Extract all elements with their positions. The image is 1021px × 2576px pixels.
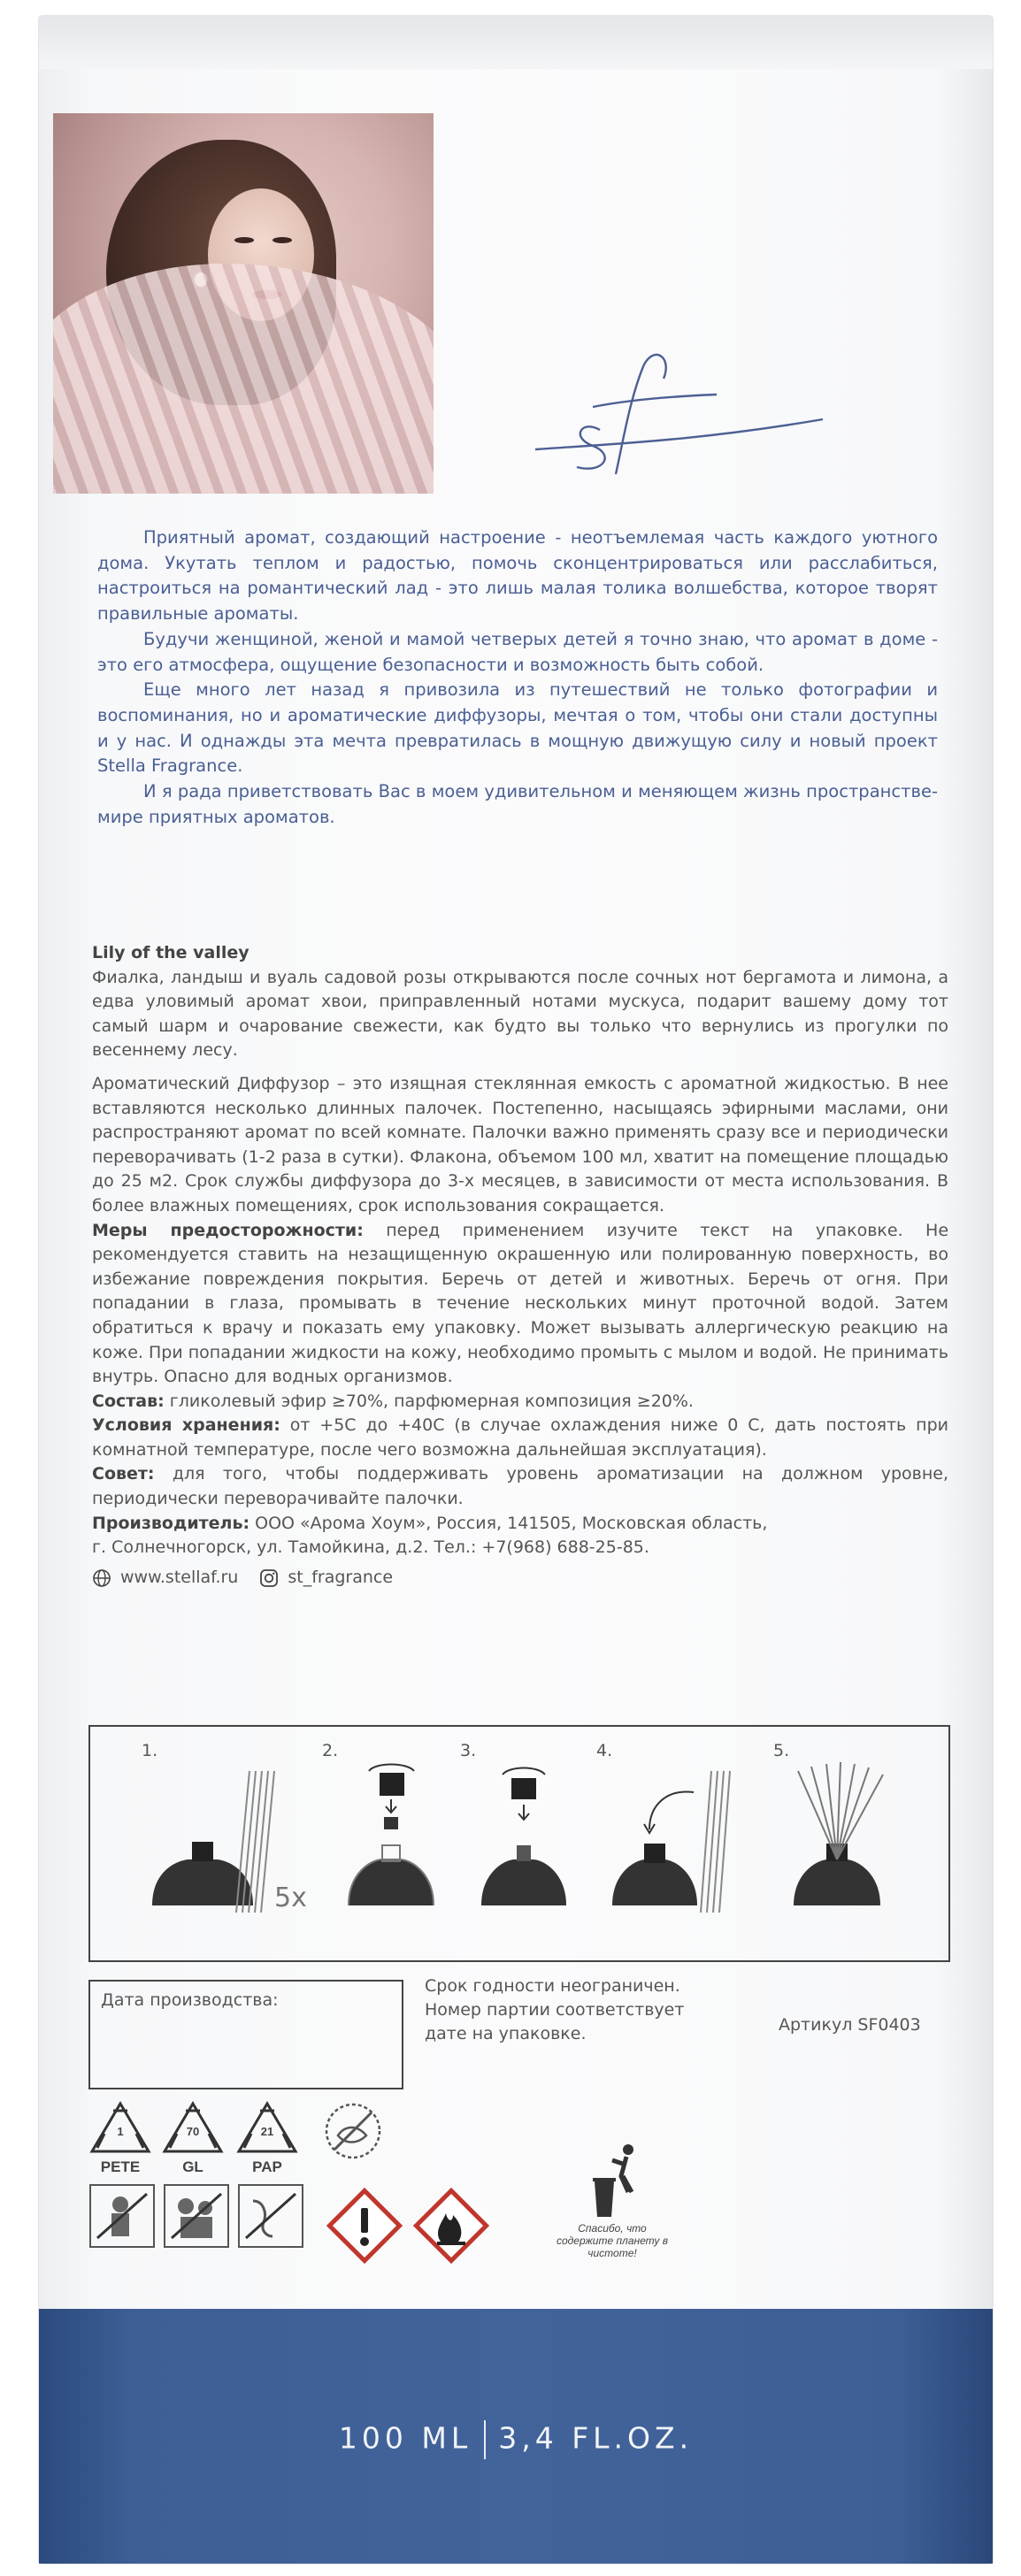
flammable-hazard-icon (409, 2183, 494, 2268)
precautions-label: Меры предосторожности: (92, 1220, 364, 1240)
storage-label: Условия хранения: (92, 1415, 280, 1436)
step-number: 3. (460, 1741, 477, 1760)
keep-from-children-icon (88, 2183, 156, 2249)
do-not-ingest-icon (237, 2183, 304, 2249)
address: г. Солнечногорск, ул. Тамойкина, д.2. Тел.: +7(968) 688-25-85. (92, 1537, 649, 1558)
steps-illustration (90, 1727, 948, 1960)
advice: Совет: для того, чтобы поддерживать уровень ароматизации на должном уровне, периодически переворачивайте палочки. (92, 1464, 948, 1509)
step-number: 5. (773, 1741, 790, 1760)
product-name: Lily of the valley (92, 943, 249, 962)
instagram-handle[interactable]: st_fragrance (288, 1567, 394, 1587)
shelf-life: Срок годности неограничен. (425, 1976, 680, 1996)
recycle-label: PAP (252, 2158, 282, 2175)
globe-icon (92, 1568, 111, 1588)
recycle-symbol-gl: 70 GL (159, 2098, 226, 2165)
usage-steps (88, 1725, 950, 1962)
recycle-label: PETE (100, 2158, 141, 2175)
composition-label: Состав: (92, 1391, 165, 1411)
instagram-icon (259, 1568, 279, 1588)
volume-band (39, 2309, 993, 2564)
volume-separator (484, 2420, 486, 2459)
keep-from-pets-icon (163, 2183, 230, 2249)
sticks-count: 5x (274, 1882, 307, 1913)
manufacturer-label: Производитель: (92, 1513, 250, 1533)
advice-label: Совет: (92, 1464, 155, 1484)
no-aquatic-icon (322, 2100, 384, 2162)
product-info (92, 941, 948, 1590)
dispose-in-bin-icon (587, 2141, 649, 2220)
recycle-symbol-pete: 1 PETE (87, 2098, 154, 2165)
intro-paragraph: Будучи женщиной, женой и мамой четверых детей я точно знаю, что аромат в доме - это его атмосфера, ощущение безопасности и возможность быть собой. (97, 628, 938, 675)
intro-paragraph: И я рада приветствовать Вас в моем удивительном и меняющем жизнь пространстве- мире приятных ароматов. (97, 781, 938, 827)
website-link[interactable]: www.stellaf.ru (120, 1567, 239, 1587)
signature-logo (531, 345, 867, 487)
intro-paragraph: Приятный аромат, создающий настроение - неотъемлемая часть каждого уютного дома. Укутать теплом и радостью, помочь сконцентрироваться или расслабиться, настроиться на романтический лад - это лишь малая толика волшебства, которое творят правильные ароматы. (97, 527, 938, 625)
step-number: 1. (142, 1741, 158, 1760)
step-number: 2. (322, 1741, 339, 1760)
diffuser-description: Ароматический Диффузор – это изящная стеклянная емкость с ароматной жидкостью. В нее вставляются несколько длинных палочек. Постепенно, насыщаясь эфирными маслами, они распространяют аромат по всей комнате. Палочки важно применять сразу все и периодически переворачивать (1-2 раза в сутки). Флакона, объемом 100 мл, хватит на помещение площадью до 25 м2. Срок службы диффузора до 3-х месяцев, в зависимости от места использования. В более влажных помещениях, срок использования сокращается. (92, 1073, 948, 1215)
top-flap (39, 16, 993, 69)
intro-paragraph: Еще много лет назад я привозила из путешествий не только фотографии и воспоминания, но и ароматические диффузоры, мечтая о том, чтобы они стали доступны и у нас. И однажды эта мечта превратилась в мощную движущую силу и новый проект Stella Fragrance. (97, 679, 938, 777)
portrait-photo (53, 113, 434, 494)
step-number: 4. (596, 1741, 613, 1760)
contacts (92, 1566, 948, 1591)
product-description: Фиалка, ландыш и вуаль садовой розы открываются после сочных нот бергамота и лимона, а едва уловимый аромат хвои, приправленный нотами мускуса, подарит вашему дому тот самый шарм и очарование свежести, как будто вы только что вернулись из прогулки по весеннему лесу. (92, 967, 948, 1061)
production-date-label: Дата производства: (101, 1990, 279, 2010)
batch-info: Номер партии соответствует дате на упаковке. (425, 2000, 685, 2043)
exclamation-hazard-icon (322, 2183, 407, 2268)
manufacturer: Производитель: ООО «Арома Хоум», Россия, 141505, Московская область, (92, 1513, 768, 1533)
volume-ml: 100 ML (338, 2420, 472, 2456)
bin-message: Спасибо, что содержите планету в чистоте! (557, 2222, 668, 2259)
composition: Состав: гликолевый эфир ≥70%, парфюмерная композиция ≥20%. (92, 1391, 694, 1411)
volume-oz: 3,4 FL.OZ. (498, 2420, 694, 2456)
article-number: Артикул SF0403 (779, 2015, 921, 2035)
recycle-symbol-pap: 21 PAP (234, 2098, 301, 2165)
shelf-life-info (425, 1974, 725, 2046)
production-date-box (88, 1980, 403, 2089)
founder-message (97, 525, 938, 830)
storage: Условия хранения: от +5С до +40С (в случае охлаждения ниже 0 С, дать постоять при комнатной температуре, после чего возможна дальнейшая эксплуатация). (92, 1415, 948, 1460)
precautions: Меры предосторожности: перед применением изучите текст на упаковке. Не рекомендуется ставить на незащищенную окрашенную или полированную поверхность, во избежание повреждения покрытия. Беречь от детей и животных. Беречь от огня. При попадании в глаза, промывать в течение нескольких минут проточной водой. Затем обратиться к врачу и показать ему упаковку. Может вызывать аллергическую реакцию на коже. При попадании жидкости на кожу, необходимо промыть с мылом и водой. Не принимать внутрь. Опасно для водных организмов. (92, 1220, 949, 1387)
recycle-label: GL (182, 2158, 203, 2175)
volume-text (39, 2420, 993, 2459)
